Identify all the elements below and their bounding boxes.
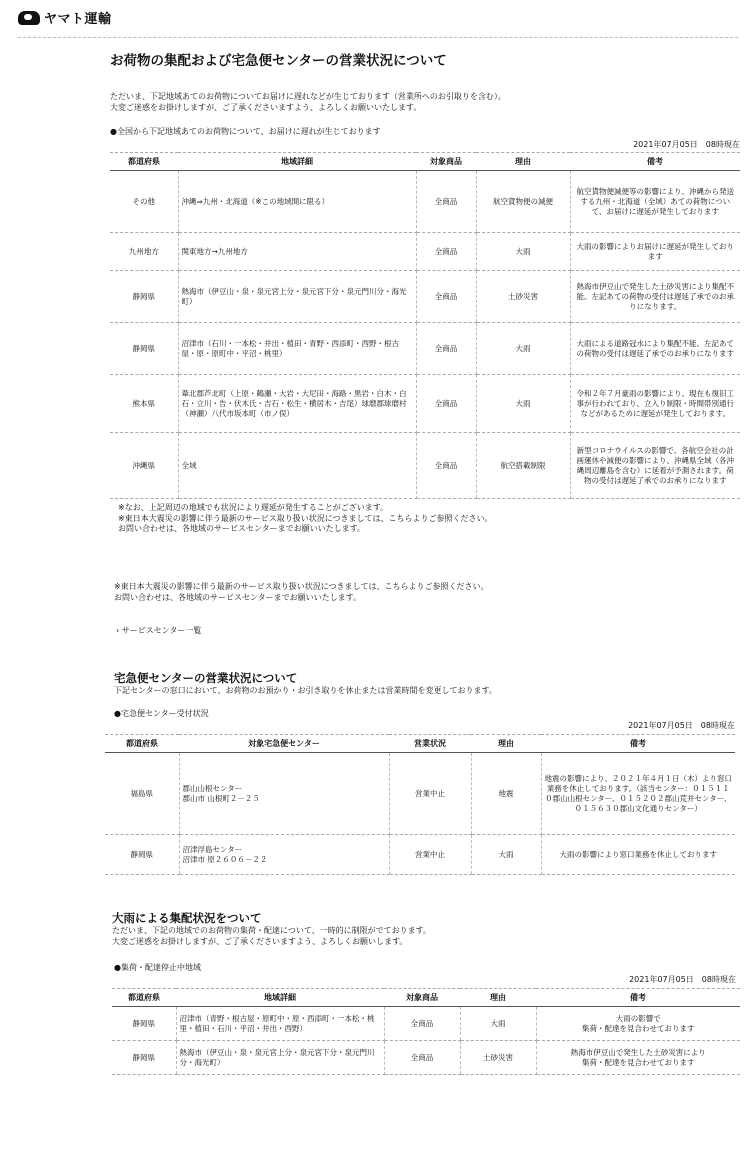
center-status-section — [114, 670, 744, 697]
table-header-row — [110, 153, 740, 171]
pref-cell: 福島県 — [105, 753, 179, 835]
rain-intro-line: 大変ご迷惑をお掛けしますが、ご了承くださいますよう、よろしくお願いします。 — [112, 936, 408, 946]
note-line: ※なお、上記周辺の地域でも状況により遅延が発生することがございます。 — [118, 503, 389, 512]
note-cell: 新型コロナウイルスの影響で、各航空会社の計画運休や減便の影響により、沖縄県全域（各沖縄周辺離島を含む）に延着が予測されます。荷物の受付は遅延了承でのお承りになります — [570, 433, 740, 499]
note-cell: 地震の影響により、２０２１年４月１日（木）より窓口業務を休止しております。（該当センター：０１５１１０郡山山根センター、０１５２０２郡山荒井センター、０１５６３０郡山文化通りセンター） — [541, 753, 735, 835]
area-cell: 沼津市（石川・一本松・井出・植田・青野・西添町・西野・根古屋・原・原町中・平沼・桃里） — [178, 323, 416, 375]
column-header: 備考 — [541, 735, 735, 753]
column-header: 都道府県 — [112, 989, 176, 1007]
reason-cell: 大雨 — [471, 835, 541, 875]
column-header: 理由 — [471, 735, 541, 753]
center-date: 2021年07月05日 08時現在 — [628, 721, 735, 730]
table-row — [112, 1041, 740, 1075]
table-row — [110, 375, 740, 433]
chevron-right-icon: › — [116, 626, 120, 635]
rain-date: 2021年07月05日 08時現在 — [629, 975, 736, 984]
column-header: 理由 — [476, 153, 570, 171]
pref-cell: 静岡県 — [110, 323, 178, 375]
product-cell: 全商品 — [384, 1007, 460, 1041]
reason-cell: 大雨 — [476, 233, 570, 271]
area-cell: 沼津市（青野・根古屋・原町中・原・西添町・一本松・桃里・植田・石川・平沼・井出・西野） — [176, 1007, 384, 1041]
pref-cell: 九州地方 — [110, 233, 178, 271]
table-row — [110, 323, 740, 375]
column-header: 対象商品 — [416, 153, 476, 171]
column-header: 地域詳細 — [176, 989, 384, 1007]
earthquake-notes — [114, 582, 744, 603]
product-cell: 全商品 — [416, 433, 476, 499]
service-center-link[interactable] — [116, 625, 746, 637]
table-row — [105, 835, 735, 875]
area-cell: 葦北郡芦北町（上原・鶴瀬・大岩・大尼田・海路・黒岩・白木・白石・立川・告・伏木氏・吉石・松生・横居木・吉尾）球磨郡球磨村（神瀬）八代市坂本町（市ノ俣） — [178, 375, 416, 433]
intro-line: 大変ご迷惑をお掛けしますが、ご了承くださいますよう、よろしくお願いいたします。 — [110, 102, 422, 112]
pref-cell: 熊本県 — [110, 375, 178, 433]
reason-cell: 土砂災害 — [476, 271, 570, 323]
delivery-intro — [110, 92, 740, 113]
note-line[interactable]: ※東日本大震災の影響に伴う最新のサービス取り扱い状況につきましては、こちらよりご参照ください。 — [114, 582, 489, 591]
table-row — [110, 433, 740, 499]
pref-cell: その他 — [110, 171, 178, 233]
column-header: 理由 — [460, 989, 536, 1007]
pref-cell: 静岡県 — [105, 835, 179, 875]
table-row — [110, 171, 740, 233]
note-cell: 航空貨物便減便等の影響により、沖縄から発送する九州・北海道（全域）あての荷物について、お届けに遅延が発生しております — [570, 171, 740, 233]
product-cell: 全商品 — [384, 1041, 460, 1075]
area-cell: 沖縄⇒九州・北海道（※この地域間に限る） — [178, 171, 416, 233]
table-row — [110, 271, 740, 323]
delivery-notes — [118, 503, 748, 535]
column-header: 都道府県 — [105, 735, 179, 753]
area-cell: 熱海市（伊豆山・泉・泉元宮上分・泉元宮下分・泉元門川分・海光町） — [176, 1041, 384, 1075]
table-row — [105, 753, 735, 835]
pref-cell: 静岡県 — [112, 1007, 176, 1041]
status-cell: 営業中止 — [389, 753, 471, 835]
product-cell: 全商品 — [416, 233, 476, 271]
cat-logo-icon — [18, 11, 40, 25]
center-bullet: ●宅急便センター受付状況 — [114, 709, 209, 718]
center-cell: 沼津浮島センター 沼津市 原２６０６－２２ — [179, 835, 389, 875]
center-status-table — [105, 734, 735, 875]
area-cell: 関東地方→九州地方 — [178, 233, 416, 271]
rain-section-title: 大雨による集配状況をついて — [112, 911, 262, 925]
rain-status-section — [112, 910, 742, 947]
note-cell: 熱海市伊豆山で発生した土砂災害により集配不能。左記あての荷物の受付は遅延了承でのお承りになります。 — [570, 271, 740, 323]
note-cell: 大雨の影響で 集荷・配達を見合わせております — [536, 1007, 740, 1041]
area-cell: 熱海市（伊豆山・泉・泉元宮上分・泉元宮下分・泉元門川分・海光町） — [178, 271, 416, 323]
product-cell: 全商品 — [416, 171, 476, 233]
column-header: 営業状況 — [389, 735, 471, 753]
area-cell: 全域 — [178, 433, 416, 499]
delivery-status-section — [110, 52, 740, 70]
rain-bullet: ●集荷・配達停止中地域 — [114, 963, 201, 972]
reason-cell: 大雨 — [476, 323, 570, 375]
page-title: お荷物の集配および宅急便センターの営業状況について — [110, 53, 447, 69]
table-header-row — [105, 735, 735, 753]
pref-cell: 沖縄県 — [110, 433, 178, 499]
table-row — [112, 1007, 740, 1041]
reason-cell: 航空貨物便の減便 — [476, 171, 570, 233]
product-cell: 全商品 — [416, 375, 476, 433]
pref-cell: 静岡県 — [112, 1041, 176, 1075]
product-cell: 全商品 — [416, 323, 476, 375]
reason-cell: 地震 — [471, 753, 541, 835]
column-header: 備考 — [570, 153, 740, 171]
table-header-row — [112, 989, 740, 1007]
column-header: 対象商品 — [384, 989, 460, 1007]
rain-stop-table — [112, 988, 742, 1075]
column-header: 都道府県 — [110, 153, 178, 171]
status-cell: 営業中止 — [389, 835, 471, 875]
brand-name: ヤマト運輸 — [44, 12, 112, 27]
rain-intro-line: ただいま、下記の地域でのお荷物の集荷・配達について、一時的に制限がでております。 — [112, 926, 432, 935]
header-divider — [18, 37, 738, 38]
reason-cell: 土砂災害 — [460, 1041, 536, 1075]
note-line[interactable]: ※東日本大震災の影響に伴う最新のサービス取り扱い状況につきましては、こちらよりご参照ください。 — [118, 513, 493, 523]
status-date: 2021年07月05日 08時現在 — [633, 140, 740, 149]
intro-line: ただいま、下記地域あてのお荷物についてお届けに遅れなどが生じております（営業所へのお引取りを含む）。 — [110, 92, 506, 101]
column-header: 地域詳細 — [178, 153, 416, 171]
reason-cell: 大雨 — [476, 375, 570, 433]
note-cell: 大雨による道路冠水により集配不能。左記あての荷物の受付は遅延了承でのお承りになります — [570, 323, 740, 375]
table-row — [110, 233, 740, 271]
note-cell: 令和２年７月豪雨の影響により、現在も復旧工事が行われており、立入り制限・時間帯別通行などがあるために遅延が発生しております。 — [570, 375, 740, 433]
reason-cell: 航空搭載制限 — [476, 433, 570, 499]
delivery-bullet: ●全国から下記地域あてのお荷物について、お届けに遅れが生じております — [110, 127, 381, 136]
delivery-delay-table — [110, 152, 740, 499]
center-cell: 郡山山根センター 郡山市 山根町２－２５ — [179, 753, 389, 835]
pref-cell: 静岡県 — [110, 271, 178, 323]
reason-cell: 大雨 — [460, 1007, 536, 1041]
column-header: 備考 — [536, 989, 740, 1007]
column-header: 対象宅急便センター — [179, 735, 389, 753]
note-line: お問い合わせは、各地域のサービスセンターまでお願いいたします。 — [114, 592, 362, 602]
note-cell: 大雨の影響により窓口業務を休止しております — [541, 835, 735, 875]
brand-logo[interactable] — [18, 8, 112, 27]
center-section-title: 宅急便センターの営業状況について — [114, 671, 298, 685]
service-center-link-label[interactable]: サービスセンター一覧 — [121, 626, 202, 635]
product-cell: 全商品 — [416, 271, 476, 323]
note-cell: 大雨の影響によりお届けに遅延が発生しております — [570, 233, 740, 271]
center-intro: 下記センターの窓口において、お荷物のお預かり・お引き取りを休止または営業時間を変更しております。 — [114, 686, 497, 695]
note-cell: 熱海市伊豆山で発生した土砂災害により 集荷・配達を見合わせております — [536, 1041, 740, 1075]
note-line: お問い合わせは、各地域のサービスセンターまでお願いいたします。 — [118, 524, 366, 533]
